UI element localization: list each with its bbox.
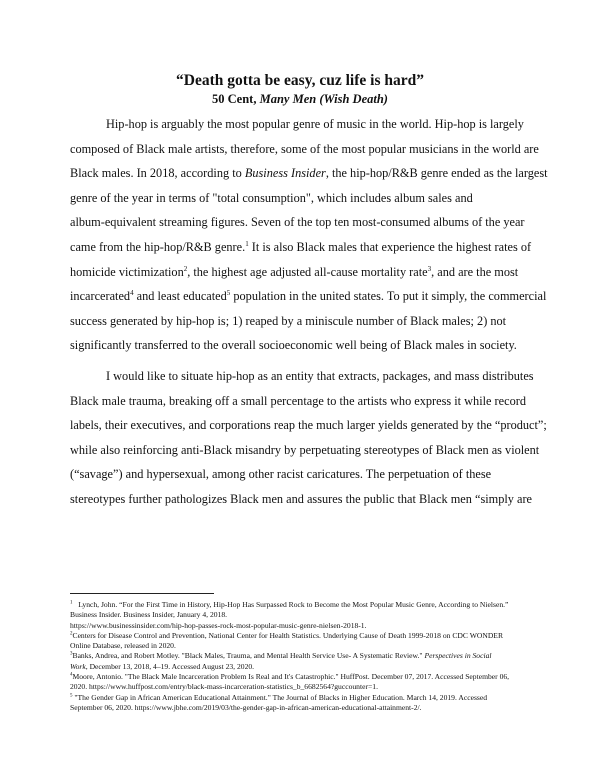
paragraph-2 xyxy=(70,364,547,512)
text-run: "The Gender Gap in African American Educational Attainment." The Journal of Blacks in Higher Education. March 14, 2019. Accessed xyxy=(74,692,488,702)
text-run: incarcerated xyxy=(70,289,131,304)
text-run: , December 13, 2018, 4–19. Accessed August 23, 2020. xyxy=(85,661,255,671)
journal-name: Work xyxy=(70,661,86,671)
paragraph-line: stereotypes further pathologizes Black men and assures the public that Black men “simply are xyxy=(70,491,533,506)
text-run: Black males. In 2018, according to xyxy=(70,166,242,181)
footnote-number: 2 xyxy=(70,631,73,637)
paragraph-line: success generated by hip-hop is; 1) reaped by a miniscule number of Black males; 2) not xyxy=(70,313,507,328)
paragraph-line: album-equivalent streaming figures. Seven of the top ten most-consumed albums of the year xyxy=(70,215,525,230)
text-run: Moore, Antonio. "The Black Male Incarceration Problem Is Real and It's Catastrophic." HuffPost. December 07, 2017. Accessed September 06, xyxy=(72,672,510,682)
footnote-url[interactable]: 2020. https://www.huffpost.com/entry/black-mass-incarceration-statistics_b_6682564?guccounter=1. xyxy=(70,682,378,692)
epigraph-song: Many Men (Wish Death) xyxy=(259,92,388,106)
paragraph-line xyxy=(70,235,540,260)
footnote-separator xyxy=(70,593,214,594)
text-run: , the highest age adjusted all-cause mortality rate xyxy=(187,264,428,279)
paragraph-line: genre of the year in terms of "total consumption", which includes album sales and xyxy=(70,190,473,205)
footnote-1 xyxy=(70,600,540,631)
epigraph-attribution xyxy=(0,92,600,107)
text-run: , the hip-hop/R&B genre ended as the largest xyxy=(325,166,548,181)
footnote-line xyxy=(70,672,540,682)
text-run: and least educated xyxy=(133,289,227,304)
paragraph-line: composed of Black male artists, therefore, some of the most popular musicians in the world are xyxy=(70,141,539,156)
paragraph-line xyxy=(70,161,548,186)
footnote-mark: 2 xyxy=(183,264,188,273)
footnotes xyxy=(70,600,540,713)
footnote-mark: 3 xyxy=(427,264,432,273)
footnote-line xyxy=(70,662,540,672)
paragraph-line: labels, their executives, and corporations reap the much larger yields generated by the “product”; xyxy=(70,418,547,433)
paragraph-line: Black male trauma, breaking off a small percentage to the artists who express it while record xyxy=(70,393,526,408)
text-run: Lynch, John. “For the First Time in History, Hip-Hop Has Surpassed Rock to Become the Most Popular Music Genre, According to Nielsen.” xyxy=(78,600,509,609)
footnote-line xyxy=(70,693,540,703)
footnote-url[interactable]: https://www.businessinsider.com/hip-hop-passes-rock-most-popular-music-genre-nielsen-2018-1. xyxy=(70,620,367,630)
footnote-number: 1 xyxy=(70,600,73,606)
text-run: Banks, Andrea, and Robert Motley. "Black Males, Trauma, and Mental Health Service Use- A Systematic Review." xyxy=(72,651,423,661)
paragraph-line: while also reinforcing anti-Black misandry by perpetuating stereotypes of Black men as violent xyxy=(70,442,540,457)
paragraph-line: (“savage”) and hypersexual, among other racist caricatures. The perpetuation of these xyxy=(70,467,492,482)
paragraph-line xyxy=(70,260,540,285)
footnote-2 xyxy=(70,631,540,652)
text-run: came from the hip-hop/R&B genre. xyxy=(70,239,246,254)
footnote-mark: 1 xyxy=(245,239,249,248)
footnote-number: 5 xyxy=(70,693,73,699)
text-run: homicide victimization xyxy=(70,264,184,279)
footnote-3 xyxy=(70,651,540,672)
paragraph-line: I would like to situate hip-hop as an entity that extracts, packages, and mass distributes xyxy=(106,369,534,383)
footnote-number: 3 xyxy=(70,651,73,657)
footnote-4 xyxy=(70,672,540,693)
paragraph-line xyxy=(70,284,547,309)
paragraph-line: Hip-hop is arguably the most popular genre of music in the world. Hip-hop is largely xyxy=(106,117,524,131)
paragraph-1 xyxy=(70,112,548,358)
footnote-line xyxy=(70,631,540,641)
paragraph-line: significantly transferred to the overall socioeconomic well being of Black males in society. xyxy=(70,338,517,353)
publication-name: Business Insider xyxy=(244,166,326,181)
footnote-line: Online Database, released in 2020. xyxy=(70,641,176,651)
footnote-line xyxy=(70,651,540,661)
footnote-5 xyxy=(70,693,540,714)
footnote-number: 4 xyxy=(70,672,73,678)
text-run: population in the united states. To put it simply, the commercial xyxy=(230,289,547,304)
footnote-line xyxy=(70,600,540,610)
journal-name: Perspectives in Social xyxy=(424,651,492,661)
footnote-url[interactable]: September 06, 2020. https://www.jbhe.com/2019/03/the-gender-gap-in-african-american-educational-attainment-2/. xyxy=(70,702,422,712)
epigraph-artist: 50 Cent, xyxy=(212,92,257,106)
text-run: It is also Black males that experience the highest rates of xyxy=(248,239,532,254)
text-run: , and are the most xyxy=(431,264,519,279)
footnote-mark: 5 xyxy=(226,289,231,298)
text-run: Centers for Disease Control and Prevention, National Center for Health Statistics. Underlying Cause of Death 1999-2018 on CDC WONDER xyxy=(72,630,504,640)
footnote-mark: 4 xyxy=(130,289,134,298)
epigraph-quote: “Death gotta be easy, cuz life is hard” xyxy=(176,72,424,89)
footnote-line: Business Insider. Business Insider, January 4, 2018. xyxy=(70,610,228,620)
